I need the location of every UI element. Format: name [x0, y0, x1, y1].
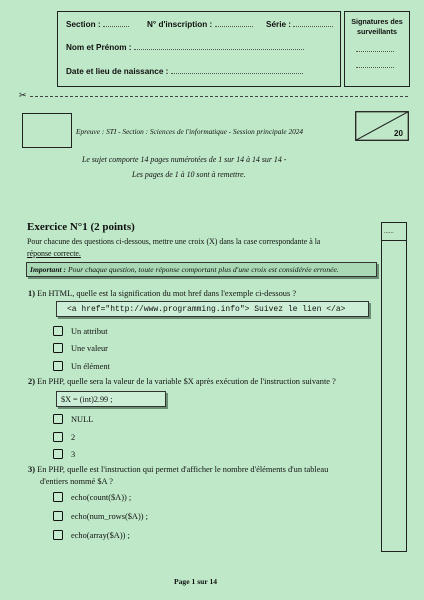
checkbox[interactable]: [53, 343, 63, 353]
q2-option-c[interactable]: 3: [53, 449, 75, 459]
question-3-line-2: d'entiers nommé $A ?: [40, 477, 113, 486]
signature-line-1: [356, 51, 394, 52]
checkbox[interactable]: [53, 414, 63, 424]
epreuve-line: Epreuve : STI - Section : Sciences de l'informatique - Session principale 2024: [76, 127, 304, 136]
scissors-icon: ✂: [19, 90, 27, 100]
cut-line: [30, 96, 408, 97]
checkbox[interactable]: [53, 326, 63, 336]
q1-option-b[interactable]: Une valeur: [53, 343, 108, 353]
page-number: Page 1 sur 14: [174, 577, 218, 586]
exercise-title: Exercice N°1 (2 points): [27, 221, 135, 233]
birth-label: Date et lieu de naissance :: [66, 67, 303, 76]
q2-code: $X = (int)2.99 ;: [61, 394, 113, 404]
margin-header-divider: [382, 240, 406, 241]
q2-option-a[interactable]: NULL: [53, 414, 93, 424]
question-3-line-1: 3) En PHP, quelle est l'instruction qui permet d'afficher le nombre d'éléments d'un tableau: [28, 465, 329, 474]
signature-line-2: [356, 67, 394, 68]
instruction-line-1: Pour chacune des questions ci-dessous, mettre une croix (X) dans la case correspondante à la: [27, 237, 321, 246]
q1-code: <a href="http://www.programming.info"> Suivez le lien </a>: [67, 304, 346, 314]
instruction-line-2: réponse correcte.: [27, 249, 81, 258]
checkbox[interactable]: [53, 511, 63, 521]
question-2: 2) En PHP, quelle sera la valeur de la variable $X après exécution de l'instruction suivante ?: [28, 377, 336, 386]
q2-option-b[interactable]: 2: [53, 432, 75, 442]
signatures-title: Signatures des surveillants: [351, 17, 403, 36]
checkbox[interactable]: [53, 449, 63, 459]
intro-line-1: Le sujet comporte 14 pages numérotées de 1 sur 14 à 14 sur 14 -: [82, 155, 287, 164]
q3-option-c[interactable]: echo(array($A)) ;: [53, 530, 130, 540]
margin-score-dots: ......: [384, 228, 394, 235]
checkbox[interactable]: [53, 432, 63, 442]
left-empty-box: [22, 113, 72, 148]
q1-option-c[interactable]: Un élément: [53, 361, 110, 371]
q1-option-a[interactable]: Un attribut: [53, 326, 108, 336]
important-text: Important : Pour chaque question, toute réponse comportant plus d'une croix est considérée erronée.: [30, 265, 339, 274]
margin-column: [381, 222, 407, 552]
checkbox[interactable]: [53, 492, 63, 502]
q3-option-a[interactable]: echo(count($A)) ;: [53, 492, 131, 502]
question-1: 1) En HTML, quelle est la signification du mot href dans l'exemple ci-dessous ?: [28, 289, 297, 298]
checkbox[interactable]: [53, 361, 63, 371]
section-label: Section :: [66, 20, 129, 29]
checkbox[interactable]: [53, 530, 63, 540]
q2-code-box: [56, 391, 166, 407]
grade-total: 20: [394, 129, 403, 138]
q1-code-box: [56, 301, 369, 317]
serie-label: Série :: [266, 20, 333, 29]
name-label: Nom et Prénom :: [66, 43, 304, 52]
intro-line-2: Les pages de 1 à 10 sont à remettre.: [132, 170, 246, 179]
inscription-label: N° d'inscription :: [147, 20, 253, 29]
q3-option-b[interactable]: echo(num_rows($A)) ;: [53, 511, 148, 521]
